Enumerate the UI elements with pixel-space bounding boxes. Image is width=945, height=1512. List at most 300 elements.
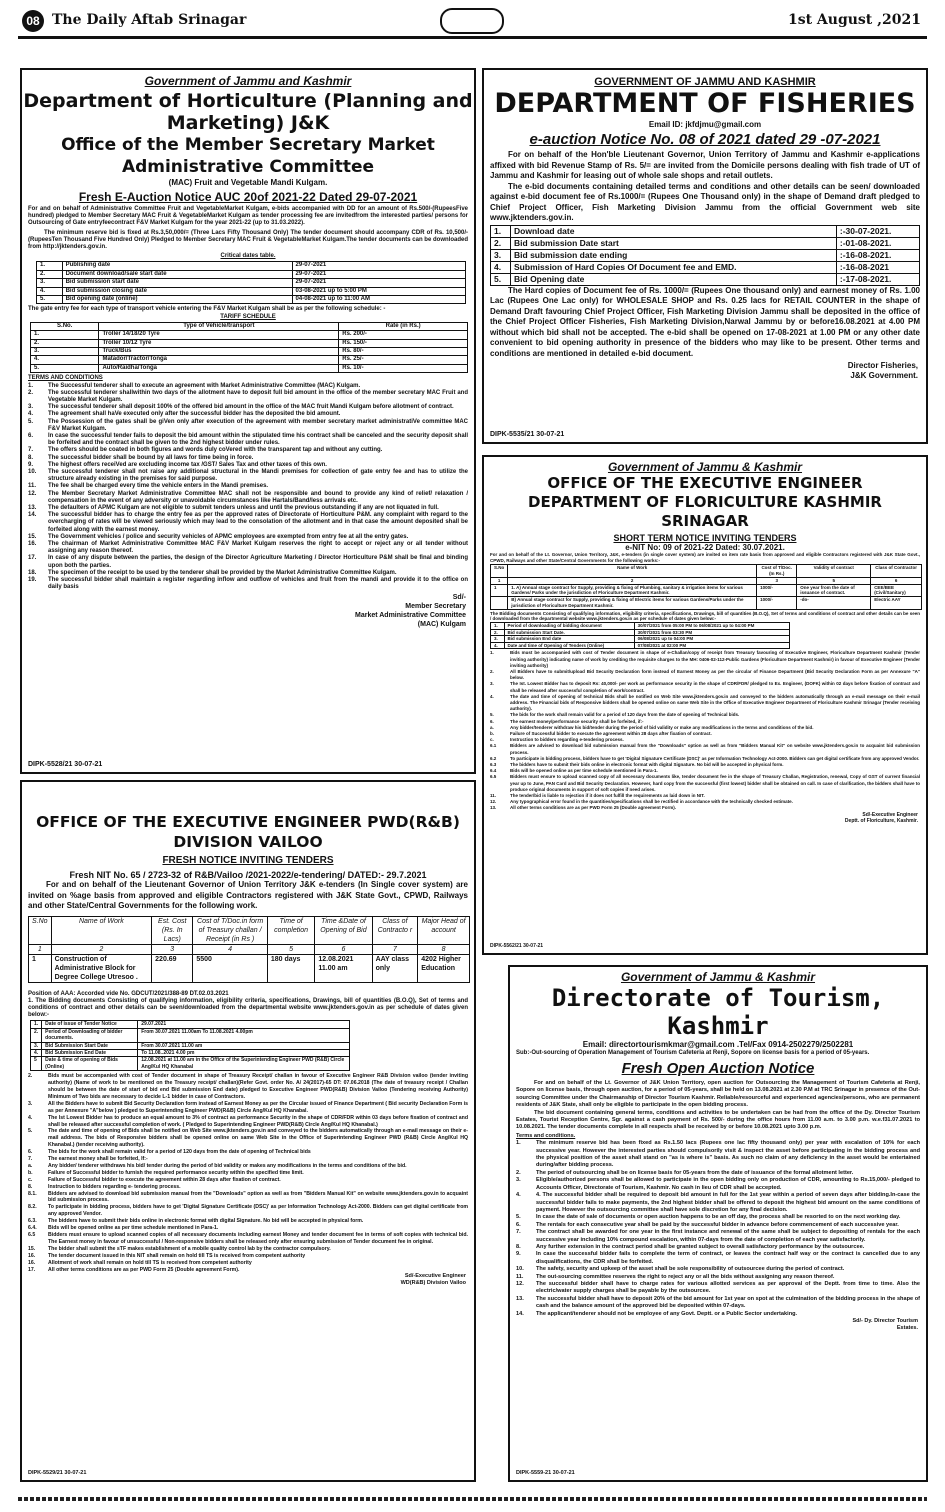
table-header-cell: S.No — [29, 916, 52, 944]
pwd-docs: 1. The Bidding documents Consisting of qualifying information, eligibility criteria, specifications, Drawings, bill of quantities (B.O.Q), Set of terms and conditions of contract and other details can be seen/downloaded from the departmental website www.jktenders.gov.in as per schedule of dates given below:- — [28, 997, 468, 1019]
table-row — [491, 249, 920, 261]
table-cell: 5. — [31, 364, 99, 372]
list-item-number: b. — [28, 1169, 33, 1176]
list-item-number: 16. — [28, 1252, 36, 1259]
header-rule — [18, 36, 927, 39]
table-row — [37, 262, 466, 270]
list-item-text: The earnest money/performance security shall be forfeited, if:- — [510, 718, 644, 724]
list-item-number: 6.3 — [490, 761, 497, 767]
list-item-text: 4. The successful bidder shall be required to deposit bid amount in full for the 1st year within a period of seven days after bidding.In-case the successful bidder fails to make payments, the 2nd highest bidder shall be offered to deposit the highest bid amount on the same conditions of payment. However the outsourcing committee shall have sole discretion for any final decision. — [536, 1192, 920, 1213]
list-item — [516, 1192, 920, 1214]
table-cell: 4. — [491, 261, 511, 273]
list-item-text: The highest offers receiVed are excluding income tax /GST/ Sales Tax and other taxes of this own. — [48, 461, 327, 468]
table-cell: One year from the date of issuance of contract. — [797, 584, 871, 597]
list-item-number: 13. — [28, 504, 37, 511]
list-item — [28, 383, 468, 390]
table-cell: Bid submission Date start — [511, 237, 837, 249]
tour-notice: Fresh Open Auction Notice — [621, 1060, 815, 1077]
list-item — [490, 669, 920, 681]
list-item-number: 7. — [28, 447, 34, 454]
list-item-number: 12. — [490, 799, 497, 805]
list-item-text: The period of outsourcing shall be on license basis for 05-years from the date of issuance of the formal allotment letter. — [536, 1169, 854, 1176]
list-item-number: 6. — [516, 1221, 521, 1228]
list-item-number: 7. — [28, 1156, 33, 1163]
list-item-text: Failure of Successful bidder to furnish the required performance security within the specified time limit. — [48, 1169, 304, 1176]
list-item-text: The specimen of the receipt to be used by the tenderer shall be provided by the Market Administrative Committee Kulgam. — [48, 569, 397, 576]
list-item — [28, 1177, 468, 1184]
fish-signature — [484, 361, 918, 381]
table-cell: Rs. 80/- — [339, 348, 468, 356]
list-item-text: The successful tenderer shall not raise any additional structural in the Mandi premises for collection of gate entry fee and has to utilize the structure already existing in the premises for said purpose. — [48, 468, 468, 483]
fish-dept: DEPARTMENT OF FISHERIES — [494, 88, 916, 119]
list-item-text: The Government vehicles / police and security vehicles of APMC employees are exempted from entry fee at all the entry gates. — [48, 533, 409, 540]
list-item — [516, 1274, 920, 1281]
list-item — [28, 1156, 468, 1163]
list-item-number: 5. — [28, 1128, 33, 1135]
page-number: 08 — [22, 10, 44, 32]
list-item-number: 4. — [28, 411, 34, 418]
table-cell: 1. A) Annual stage contract for Supply, providing & fixing of Plumbing, sanitary & irrigation items for various Gardens/ Parks under the jurisdiction of Floriculture Department Kashmir. — [508, 584, 757, 597]
tour-p1: For and on behalf of the Lt. Governor of J&K Union Territory, open auction for Outsourcing the Management of Tourism Cafeteria at Renji, Sopore on license basis, through open auction, for a period of 05-years, shall be held on 13.08.2021 at 2.30 P.M at TRC Srinagar in presence of the Out-sourcing Committee under the Chairmanship of Director Tourism Kashmir. Reliable/resourceful and experienced agencies/persons, who are permanent residents of J&K State, shall only be eligible to participate in the open bidding process. — [516, 1080, 920, 1109]
table-cell: 1 — [29, 954, 52, 982]
table-cell: 2. — [31, 1028, 42, 1042]
flori-dipk: DIPK-5562/21 30-07-21 — [490, 943, 544, 949]
list-item — [490, 694, 920, 713]
list-item-text: Bidders are advised to download bid submission manual from the "Downloads" option as well as from "Bidders Manual Kit" on website www.jktenders.gov.in to acquaint bid submission process. — [510, 743, 920, 755]
list-item — [516, 1311, 920, 1318]
horti-gov: Government of Jammu and Kashmir — [144, 74, 352, 88]
table-row — [491, 629, 790, 636]
table-cell: 29-07-2021 — [292, 270, 465, 278]
table-cell: Submission of Hard Copies Of Document fee and EMD. — [511, 261, 837, 273]
list-item — [28, 1218, 468, 1225]
list-item — [28, 433, 468, 447]
fish-p3: The Hard copies of Document fee of Rs. 1000/= (Rupees One thousand only) and earnest money of Rs. 1.00 Lac (Rupees One Lac only) for WHOLESALE SHOP and Rs. 0.25 lacs for RETAIL COUNTER in the shape of Demand Draft favouring Chief Project Officer, Fish Marketing Division Jammu shall be deposited in the office of the Chief Project Officer Fisheries, Fish Marketing Division,Narwal Jammu by or before16.08.2021 at 4.00 PM without which bid shall not be accepted. The e-bid shall be opened on 17-08-2021 at 1.00 PM or any other date convenient to bid opening authority in presence of the bidders who may like to be present. Other terms and conditions are mentioned in detailed e-bid document. — [490, 285, 920, 358]
list-item-number: 6.2 — [490, 755, 497, 761]
list-item-text: Any bidder/tenderer withdraw his bid/tender during the period of bid validity or make any modifications in the terms and conditions of the bid. — [510, 724, 814, 730]
pwd-signature — [22, 1273, 466, 1287]
list-item-text: In case the date of sale of documents or open auction happens to be an off day, the process shall be resorted to on the next working day. — [536, 1214, 901, 1221]
list-item-text: Bids must be accompanied with cost of Tender document in shape of e-Challan/copy of receipt from Treasury favouring of Executive Engineer, Floriculture Department Kashmir (Tender inviting authority) indicating name of work by crediting the requisite charges to the MH: 0406-02-112-Public Gardens (Floriculture Department Kashmir) in favour of Executive Engineer (Tender inviting authority) — [510, 650, 920, 668]
list-item-number: 6.3. — [28, 1218, 37, 1225]
list-item — [516, 1140, 920, 1170]
list-item — [28, 534, 468, 541]
pwd-nit: Fresh NIT No. 65 / 2723-32 of R&B/Vailoo /2021-2022/e-tendering/ DATED:- 29.7.2021 — [69, 870, 427, 880]
table-cell: 220.69 — [152, 954, 193, 982]
list-item — [490, 805, 920, 811]
table-cell: 5. — [37, 296, 63, 304]
table-header-cell: Est. Cost (Rs. In Lacs) — [152, 916, 193, 944]
list-item-text: The successful bidder shall have to deposit 20% of the bid amount for 1st year on spot at the culmination of the bidding process in the shape of cash and the balance amount of the approved bid be deposited within 07-days. — [536, 1295, 920, 1310]
list-item — [516, 1229, 920, 1244]
list-item — [28, 1184, 468, 1191]
list-item — [28, 483, 468, 490]
table-row — [491, 225, 920, 237]
list-item — [28, 1253, 468, 1260]
table-cell: 2. — [491, 237, 511, 249]
list-item-text: Bidders must ensure to upload scanned copy of all necessary documents like, tender document fee in the shape of Treasury Challan, Registration, renewal, Copy of GST of current financial year up to June, PAN Card and Bid Security Declaration. However, hard copy from the successful (first lowest) bidder shall be obtained on call. In case of clarification, the bidders shall have to produce original documents in support of soft copies if need arises. — [510, 774, 920, 792]
list-item-text: The date and time of opening of Bids shall be notified on Web Site www.jktenders.gov.in and conveyed to the bidders automatically through an e-mail message on their e-mail address. The bids of Responsive bidders shall be opened online on same Web Site in the Office of Superintending Engineer PWD (R&B) Circle Ang/Kul HQ Khanabal.) (tender receiving authority). — [48, 1128, 468, 1149]
list-item-text: The earnest money shall be forfeited, If:- — [48, 1156, 148, 1163]
table-header-cell: 1 — [491, 577, 508, 584]
pwd-sub: FRESH NOTICE INVITING TENDERS — [162, 855, 334, 866]
table-row — [491, 273, 920, 285]
table-cell: 30/07/2021 from 03:30 PM — [634, 629, 789, 636]
list-item-text: The chairman of Market Administrative Committee MAC F&V Market Kulgam reserves the right to accept or reject any or all tender without assigning any reason thereof. — [48, 540, 468, 555]
table-header-cell: Validity of contract — [797, 565, 871, 578]
table-header-cell: 7 — [372, 944, 418, 954]
table-cell: Rs. 150/- — [339, 339, 468, 347]
table-cell: 3. — [491, 249, 511, 261]
list-item-number: 17. — [28, 555, 37, 562]
horti-intro: For and on behalf of Administrative Committee Fruit and VegetableMarket Kulgam, e-bids accompanied with DD for an amount of Rs.500/-(RupeesFive hundred) pledged to Member Secretary MAC Fruit & VegetableMarket Kulgam as tender processing fee are invitedfrom the interested parties/ persons for Outsourcing of Gate entryfeecontract F&V Market Kulgam for the year 2021-22 (up to 31.03.2022). — [28, 206, 468, 227]
list-item-number: 17. — [28, 1266, 36, 1273]
table-row — [491, 237, 920, 249]
sign-line: Sd/- Dy. Director Tourism — [852, 1318, 918, 1324]
table-cell: Bid Submission End Date — [42, 1049, 138, 1056]
table-cell: Date & time of opening of Bids (Online) — [42, 1057, 138, 1071]
list-item-number: 9. — [28, 461, 34, 468]
tour-dipk: DIPK-5559-21 30-07-21 — [516, 1470, 575, 1476]
fish-p2: The e-bid documents containing detailed terms and conditions and other details can be seen/ downloaded against e-bid document fee of Rs.1000/= (Rupees One Thousand only) in the shape of Demand draft pledged to Chief Project Officer, Fish Marketing Division Jammu from the official Government web site www.jktenders.gov.in. — [490, 181, 920, 222]
floriculture-ad — [482, 455, 928, 955]
flori-docs: The Bidding documents Consisting of qualifying information, eligibility criteria, specifications, Drawings, bill of quantities (B.O.Q), Set of terms and conditions of contract and other details can be seen / downloaded from the departmental website www.jktenders.gov.in as per schedule of dates given below:- — [490, 610, 920, 622]
list-item — [490, 774, 920, 793]
list-item-number: 7. — [516, 1229, 521, 1236]
table-header-row — [29, 944, 470, 954]
table-row — [29, 954, 470, 982]
list-item-number: 5. — [28, 418, 34, 425]
table-row — [491, 636, 790, 643]
list-item-number: c. — [490, 737, 494, 743]
list-item-text: In case the successful tender fails to deposit the bid amount within the stipulated time his contract shall be canceled and the security deposit shall be forfeited and the contract shall be given to the 2nd highest bidder under rules. — [48, 432, 468, 447]
sign-line: J&K Government. — [850, 371, 918, 380]
table-header-cell: 3 — [152, 944, 193, 954]
list-item-number: 5. — [516, 1214, 521, 1221]
horti-critical-table — [36, 261, 466, 304]
list-item-text: The Ist Lowest Bidder has to produce an equal amount to 3% of contract as performance Security in the shape of CDR/FDR within 03 days before fixation of contract and shall be released after successful completion of work. ( Pledged to Superintending Engineer PWD(R&B) Circle Ang/Kul HQ Khanabal.) — [48, 1114, 468, 1128]
list-item-text: The bidder shall submit the sTF makes establishment of a mobile quality control lab by the contractor compulsory. — [48, 1245, 331, 1252]
flori-dates-table — [490, 622, 790, 649]
table-cell: 5500 — [193, 954, 268, 982]
list-item — [28, 505, 468, 512]
tour-signature — [510, 1318, 918, 1332]
table-cell: 2. — [37, 270, 63, 278]
table-cell: B) Annual stage contract for Supply, providing & fixing of Electric items for various Gardens/Parks under the jurisdiction of Floriculture Department Kashmir. — [508, 597, 757, 610]
table-row — [37, 287, 466, 295]
table-cell: 29-07-2021 — [292, 279, 465, 287]
list-item-text: The successful bidder shall maintain a register regarding inflow and outflow of vehicles and fruit from the mandi and provide it to the office on daily basis — [48, 576, 468, 591]
table-cell: Truck/Bus — [99, 348, 339, 356]
list-item-text: The successful bidder has to charge the entry fee as per the approved rates of Directorate of Horticulture P&M. any complaint with regard to the overcharging of rates will be viewed seriously which may lead to the consolation of the allotment and in that case the amount deposited shall be forfeited along with the earnest money. — [48, 512, 468, 533]
list-item — [516, 1296, 920, 1311]
table-cell: Bid submission date ending — [511, 249, 837, 261]
table-row — [491, 622, 790, 629]
list-item-text: Bidders are advised to download bid submission manual from the "Downloads" option as well as from "Bidders Manual Kit" on website www.jktenders.gov.in to acquaint bid submission process. — [48, 1190, 468, 1204]
horti-tariff-title: TARIFF SCHEDULE — [220, 313, 276, 320]
table-cell: 4. — [31, 1049, 42, 1056]
list-item-text: The fee shall be charged every time the vehicle enters in the Mandi premises. — [48, 483, 269, 490]
table-cell: 03-08-2021 up to 5:00 PM — [292, 287, 465, 295]
table-cell: 1 — [491, 584, 508, 597]
sign-line: (MAC) Kulgam — [417, 621, 466, 629]
list-item-number: 8.2. — [28, 1204, 37, 1211]
pwd-works-table — [28, 916, 470, 983]
table-header-cell: S.No. — [31, 322, 99, 330]
list-item — [28, 555, 468, 569]
list-item — [28, 1115, 468, 1129]
tour-gov: Government of Jammu & Kashmir — [620, 970, 816, 984]
table-cell: 12.08.2021 11.00 am — [315, 954, 372, 982]
table-row — [31, 331, 468, 339]
list-item-number: 6. — [490, 718, 494, 724]
table-cell: Bid Opening date — [511, 273, 837, 285]
fisheries-ad — [482, 68, 928, 444]
horti-tariff-table — [30, 322, 468, 373]
list-item-text: The Ist. Lowest Bidder has to deposit Rs: 40,000/- per work as performance security in the shape of CDR/FDR/ pledged to Ex. Engineer, (DOFK) within 02 days before fixation of contract and shall be released after successful completion of work/contract. — [510, 681, 920, 693]
list-item — [28, 1073, 468, 1101]
table-header-cell: 3 — [757, 577, 797, 584]
flori-signature — [484, 812, 918, 824]
horti-office: Office of the Member Secretary Market Administrative Committee — [61, 135, 435, 177]
list-item-number: 6.5 — [28, 1232, 36, 1238]
list-item-text: The bidders have to submit their bids online in electronic format with digital Signature. No bid will be accepted in physical form. — [510, 761, 784, 767]
list-item-number: 4. — [516, 1192, 521, 1199]
table-row — [31, 356, 468, 364]
list-item-number: 16. — [28, 1259, 36, 1266]
list-item — [28, 411, 468, 418]
page-header — [0, 0, 945, 44]
list-item-text: The successful tenderer shallwithin two days of the allotment have to deposit full bid amount in the office of the member secretary MAC Fruit and Vegetable Market Kulgam. — [48, 389, 468, 403]
list-item — [28, 1163, 468, 1170]
table-cell: :-01-08-2021. — [836, 237, 919, 249]
table-cell: 1. — [37, 262, 63, 270]
sign-line: WD(R&B) Division Vailoo — [400, 1280, 466, 1287]
pwd-ad — [20, 780, 476, 1482]
list-item — [28, 1170, 468, 1177]
list-item-number: a. — [28, 1162, 33, 1169]
table-cell: CEE/BEE (Civil/Sanitary) — [871, 584, 922, 597]
horticulture-ad — [20, 68, 476, 774]
table-header-cell: 2 — [508, 577, 757, 584]
list-item — [516, 1281, 920, 1296]
list-item-number: 2. — [490, 668, 494, 674]
list-item-text: To participate in bidding process, bidders have to get 'Digital Signature Certificate (DSC)' as per Information Technology Act-2000. Bidders can get digital certificate from any approved Vendor. — [510, 755, 920, 761]
list-item-text: The out-sourcing committee reserves the right to reject any or all the bids without assigning any reason thereof. — [536, 1273, 835, 1280]
list-item — [28, 1232, 468, 1246]
list-item-text: The successful bidder shall have to charge rates for various allotted services as per approval of the Deptt. from time to time. Also the electric/water supply charges shall be payable by the outsourcee. — [536, 1280, 920, 1295]
list-item-text: The tender/bid is liable to rejection if it does not fulfill the requirements as laid down in NIT. — [510, 793, 705, 798]
table-header-cell: Time &Date of Opening of Bid — [315, 916, 372, 944]
table-row — [31, 1042, 350, 1049]
list-item-text: Any further extension in the contract period shall be granted subject to overall satisfactory performance by the outsourcee. — [536, 1243, 865, 1250]
fish-gov: GOVERNMENT OF JAMMU AND KASHMIR — [594, 76, 816, 88]
table-cell: 3. — [37, 279, 63, 287]
list-item — [28, 541, 468, 555]
table-cell: 1. — [491, 225, 511, 237]
table-cell: 3. — [31, 348, 99, 356]
table-row — [37, 296, 466, 304]
table-cell: 04-08-2021 up to 11:00 AM — [292, 296, 465, 304]
list-item-number: 10. — [516, 1266, 524, 1273]
flori-gov: Government of Jammu & Kashmir — [607, 460, 803, 474]
list-item — [28, 455, 468, 462]
list-item-number: 8.1. — [28, 1190, 37, 1197]
horti-reserve: The minimum reserve bid is fixed at Rs.3,50,000/= (Three Lacs Fifty Thousand Only) The tender document should accompany CDR of Rs. 10,500/- (RupeesTen Thousand Five Hundred Only) Pledged to Member Secretary MAC Fruit & VegetableMarket Kulgam.The tender documents can be downloaded from http://jktenders.gov.in. — [28, 229, 468, 251]
table-header-cell: 2 — [51, 944, 152, 954]
list-item — [28, 570, 468, 577]
table-row — [491, 597, 922, 610]
sign-line: Sd/- — [452, 594, 466, 602]
table-cell: Rs. 200/- — [339, 331, 468, 339]
table-cell: 4. — [37, 287, 63, 295]
issue-date: 1st August ,2021 — [787, 12, 921, 28]
pwd-terms-list — [28, 1073, 468, 1273]
table-cell: 29-07-2021 — [292, 262, 465, 270]
table-header-row — [31, 322, 468, 330]
horti-terms-title: TERMS AND CONDITIONS — [28, 375, 103, 382]
fish-dipk: DIPK-5535/21 30-07-21 — [490, 431, 565, 438]
table-cell: 5 — [31, 1057, 42, 1071]
flori-line2: DEPARTMENT OF FLORICULTURE KASHMIR SRINAGAR — [528, 493, 882, 530]
list-item-text: Failure of Successful bidder to execute the agreement within 28 days after fixation of contract. — [510, 730, 712, 736]
table-header-cell: 5 — [267, 944, 314, 954]
list-item-number: 6. — [28, 1149, 33, 1156]
tour-sub: Sub:-Out-sourcing of Operation Management of Tourism Cafeteria at Renji, Sopore on license basis for a period of 05-years. — [516, 1050, 870, 1056]
tourism-ad — [508, 965, 928, 1482]
list-item — [28, 1260, 468, 1267]
list-item-text: Any typographical error found in the quantities/specifications shall be rectified in accordance with the technically checked estimate. — [510, 799, 793, 805]
list-item — [28, 419, 468, 433]
table-header-cell: Class of Contracto r — [372, 916, 418, 944]
sign-line: Deptt. of Floriculture, Kashmir. — [844, 817, 918, 824]
table-header-cell: Class of Contractor — [871, 565, 922, 578]
table-cell: 12.08.2021 at 11.00 am in the Office of the Superintending Engineer PWD (R&B) Circle Ang/Kul HQ Khanabal — [138, 1057, 350, 1071]
table-cell: Bid submission Start Date. — [504, 629, 634, 636]
table-header-cell: Type of Vehicle/transport — [99, 322, 339, 330]
list-item-text: Allotment of work shall remain on hold till TS is received from competent authority — [48, 1259, 252, 1266]
table-cell: 1. — [31, 1021, 42, 1028]
list-item-text: The rentals for each consecutive year shall be paid by the successful bidder in advance before commencement of each successive year. — [536, 1221, 899, 1228]
table-cell: 1. — [491, 622, 505, 629]
list-item-text: The applicant/tenderer should not be employee of any Govt. Deptt. or a Public Sector undertaking. — [536, 1310, 798, 1317]
table-cell: Auto/Raidha/Tonga — [99, 364, 339, 372]
list-item-text: Bidders must ensure to upload scanned copies of all necessary documents including earnest Money and tender document fee in terms of soft copies with technical bid. The Earnest money in favour of unsuccessful / Non-responsive bidders shall be released only after ensuring submission of Tender document fee in original. — [48, 1232, 468, 1245]
table-cell: 3. — [31, 1042, 42, 1049]
list-item-text: All other terms conditions are as per PWD Form 25 (Double agreement Form). — [48, 1266, 240, 1273]
table-cell: Download date — [511, 225, 837, 237]
table-cell: Electric AAY — [871, 597, 922, 610]
list-item-text: Any bidder/ tenderer withdraws his bid/ tender during the period of bid validity or makes any modifications in the terms and conditions of the bid. — [48, 1162, 407, 1169]
list-item-number: 2. — [28, 389, 34, 396]
list-item-number: 13. — [490, 805, 497, 811]
list-item-text: All the Bidders have to submit Bid Security Declaration form instead of Earnest Money as per the Circular issued of Finance Department ( Bid security Declaration Form is as per Annexure "A"below ) pledged to Superintending Engineer PWD(R&B) Circle Ang/Kul HQ Khanabal. — [48, 1100, 469, 1114]
table-cell: From 30.07.2021 11.00 am — [138, 1042, 350, 1049]
list-item-text: The safety, security and upkeep of the asset shall be sole responsibility of outsourcee during the period of contract. — [536, 1266, 845, 1273]
table-cell: Bid Submission Start Date — [42, 1042, 138, 1049]
newspaper-name: The Daily Aftab Srinagar — [52, 12, 247, 28]
table-cell: Matador/Tractor/Tonga — [99, 356, 339, 364]
table-cell: Date of issue of Tender Notice — [42, 1021, 138, 1028]
table-cell: To 11.08..2021 4.00 pm — [138, 1049, 350, 1056]
list-item — [28, 462, 468, 469]
list-item-text: Bids will be opened online as per time schedule mentioned in Para-1. — [510, 768, 658, 774]
table-cell: :-17-08-2021. — [836, 273, 919, 285]
table-cell: Troller 14/18/20 Tyre — [99, 331, 339, 339]
list-item-number: b. — [490, 730, 494, 736]
list-item-number: 1. — [28, 382, 34, 389]
list-item — [28, 1191, 468, 1205]
list-item — [28, 447, 468, 454]
list-item — [28, 577, 468, 591]
list-item-text: Bids must be accompanied with cost of Tender document in shape of Treasury Receipt/ challan in favour of Executive Engineer R&B Division vailoo (tender inviting authority) (Name of work to be mentioned on the Treasury receipt/ challan)(Refer Govt. order No. A/ 24(2017)-65 DT: 07.06.2018 (The date of treasury receipt / Challan should be between the date of start of bid end Bid submission End date) pledged to Executive Engineer PWD(R&B) Division Vailoo (Tendering receiving Authority) Minimum of Two bids are necessary to decide L-1 bidder in case of Contractors. — [48, 1073, 468, 1100]
list-item-number: 4. — [490, 693, 494, 699]
list-item-text: The contract shall be awarded for one year in the first instance and renewal of the same shall be subject to depositing of rentals for the each successive year including 10% compound escalation, within 07-days from the date of completion of each year satisfactorily. — [536, 1229, 920, 1243]
list-item-number: 8. — [28, 1183, 33, 1190]
list-item — [28, 491, 468, 505]
table-row — [37, 270, 466, 278]
table-row — [31, 364, 468, 372]
table-cell: 2. — [491, 629, 505, 636]
list-item-text: The minimum reserve bid has been fixed as Rs.1.50 lacs (Rupees one lac fifty thousand only) per year with escalation of 10% for each successive year. However the interested parties should compulsorily visit & inspect the asset before participating in the bidding process and the physical position of the asset shall stand on "as is where is" basis. As such no claim of any deficiency in the asset would be entertained during/after bidding process. — [536, 1140, 920, 1169]
list-item-text: Instruction to bidders regarding e-tendering process. — [510, 737, 624, 743]
tour-email: Email: directortourismkmar@gmail.com .Tel/Fax 0914-2502279/2502281 — [582, 1040, 854, 1049]
table-header-cell: Name of Work — [51, 916, 152, 944]
sign-line: Estates. — [896, 1325, 918, 1331]
footer-rule — [18, 1497, 927, 1501]
list-item-text: Bids will be opened online as per time schedule mentioned in Para-1. — [48, 1225, 219, 1232]
list-item — [490, 681, 920, 693]
table-cell: :-16-08-2021. — [836, 249, 919, 261]
table-header-cell: Cost of T/Doc.in form of Treasury challan / Receipt (in Rs ) — [193, 916, 268, 944]
table-cell: AAY class only — [372, 954, 418, 982]
list-item-number: a. — [490, 724, 494, 730]
flori-terms-list — [490, 650, 920, 811]
horti-notice: Fresh E-Auction Notice AUC 20of 2021-22 Dated 29-07-2021 — [78, 190, 418, 204]
list-item-number: 9. — [516, 1251, 521, 1258]
table-cell: 180 days — [267, 954, 314, 982]
pwd-intro: For and on behalf of the Lieutenant Governor of Union Territory J&K e-tenders (In Single cover system) are invited on %age basis from approved and eligible Contractors registered with J&K State Govt., CPWD, Railways and other State/Central Governments for the following work. — [28, 880, 468, 910]
horti-terms-list — [28, 383, 468, 592]
table-cell: Bid submission closing date — [62, 287, 292, 295]
flori-intro: For and on behalf of the Lt. Governor, Union Territory, J&K, e-tenders (in single cover system) are invited on item rate basis from approved and eligible Contractors registered with J&K State Govt., CPWD, Railways and other State/Central Governments for the following works:- — [490, 552, 920, 563]
list-item — [28, 512, 468, 534]
table-cell: Rs. 25/- — [339, 356, 468, 364]
table-cell: Period of downloading of bidding document — [504, 622, 634, 629]
table-cell: Bid opening date (online) — [62, 296, 292, 304]
horti-dipk: DIPK-5528/21 30-07-21 — [28, 761, 103, 768]
table-row — [491, 261, 920, 273]
list-item-text: In case the successful bidder fails to complete the term of contract, or leaves the contract half way or the contract is cancelled due to any disqualifications, the CDR shall be forfeited. — [536, 1251, 920, 1265]
list-item-number: 1. — [490, 650, 494, 656]
list-item-number: 12. — [28, 490, 37, 497]
table-row — [31, 1028, 350, 1042]
table-cell: 3. — [491, 636, 505, 643]
sign-line: Director Fisheries, — [847, 361, 918, 370]
list-item — [28, 1149, 468, 1156]
table-header-cell: Name of Work — [508, 565, 757, 578]
table-header-cell: 6 — [871, 577, 922, 584]
list-item — [490, 743, 920, 755]
table-row — [31, 1057, 350, 1071]
list-item — [516, 1266, 920, 1273]
table-cell: Troller 10/12 Tyre — [99, 339, 339, 347]
table-cell: Publishing date — [62, 262, 292, 270]
list-item-number: 3. — [490, 681, 494, 687]
table-row — [491, 584, 922, 597]
horti-gate-fee: The gate entry fee for each type of transport vehicle entering the F&V Market Kulgam shall be as per the following schedule: - — [28, 306, 386, 313]
list-item — [28, 1101, 468, 1115]
